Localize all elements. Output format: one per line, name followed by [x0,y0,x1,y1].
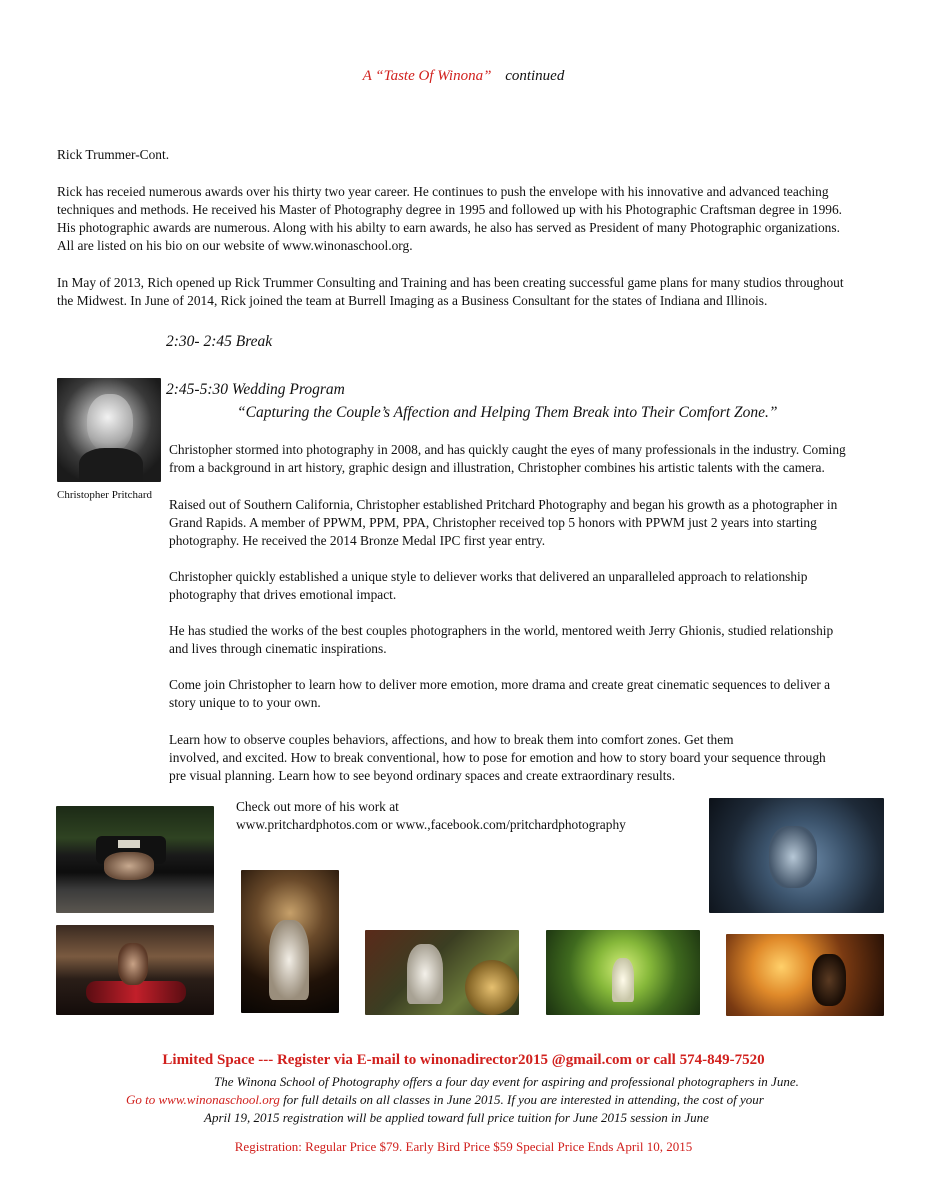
text-line: techniques and methods. He received his Master of Photography degree in 1995 and followed up with his Photographic Craftsman degree in 1996. [57,202,843,217]
text-line: Learn how to observe couples behaviors, affections, and how to break them into comfort zones. Get them [169,732,734,747]
footer-line-1: The Winona School of Photography offers a four day event for aspiring and professional photographers in June. [214,1074,799,1089]
gallery-photo-night-couple [241,870,339,1013]
register-callout: Limited Space --- Register via E-mail to winonadirector2015 @gmail.com or call 574-849-7520 [162,1052,765,1068]
footer-line-2 [126,1092,764,1108]
text-line: Come join Christopher to learn how to deliver more emotion, more drama and create great cinematic sequences to deliver a [169,677,831,692]
gallery-photo-brick-couple [365,930,519,1015]
rick-heading: Rick Trummer-Cont. [57,147,170,162]
text-line: from a background in art history, graphic design and illustration, Christopher combines his artistic talents with the camera. [169,460,825,475]
text-line: photography. He received the 2014 Bronze Medal IPC first year entry. [169,533,546,548]
text-line: Christopher stormed into photography in 2008, and has quickly caught the eyes of many professionals in the industry. Coming [169,442,846,457]
text-line: Grand Rapids. A member of PPWM, PPM, PPA, Christopher received top 5 honors with PPWM just 2 years into starting [169,515,817,530]
gallery-photo-couple-blue [709,798,884,913]
program-paragraph-1 [169,441,919,477]
program-subtitle: “Capturing the Couple’s Affection and Helping Them Break into Their Comfort Zone.” [237,404,778,421]
page-title [0,68,927,85]
text-line: His photographic awards are numerous. Along with his abilty to earn awards, he also has served as President of many Photographic organizations. [57,220,840,235]
text-line: pre visual planning. Learn how to see beyond ordinary spaces and create extraordinary results. [169,768,676,783]
program-paragraph-5 [169,676,919,712]
program-paragraph-2 [169,496,919,550]
rick-paragraph-1 [57,183,917,255]
break-time: 2:30- 2:45 Break [166,333,273,350]
gallery-photo-golden-light [726,934,884,1016]
text-line: story unique to to your own. [169,695,321,710]
footer-line-2-text: for full details on all classes in June 2015. If you are interested in attending, the cost of your [279,1092,764,1107]
title-continued: continued [505,68,565,84]
footer-line-3: April 19, 2015 registration will be applied toward full price tuition for June 2015 session in June [204,1110,709,1125]
text-line: photography that drives emotional impact. [169,587,397,602]
portfolio-links[interactable]: www.pritchardphotos.com or www.,facebook.com/pritchardphotography [236,817,626,832]
christopher-portrait-photo [57,378,161,482]
text-line: Christopher quickly established a unique style to deliever works that delivered an unparalleled approach to relationship [169,569,808,584]
rick-paragraph-2 [57,274,917,310]
text-line: Raised out of Southern California, Christopher established Pritchard Photography and began his growth as a photographer in [169,497,838,512]
text-line: Rick has receied numerous awards over his thirty two year career. He continues to push the envelope with his innovative and advanced teaching [57,184,829,199]
text-line: the Midwest. In June of 2014, Rick joined the team at Burrell Imaging as a Business Consultant for the states of Indiana and Illinois. [57,293,768,308]
text-line: He has studied the works of the best couples photographers in the world, mentored weith Jerry Ghionis, studied relationship [169,623,834,638]
text-line: involved, and excited. How to break conventional, how to pose for emotion and how to story board your sequence through [169,750,826,765]
registration-pricing: Registration: Regular Price $79. Early Bird Price $59 Special Price Ends April 10, 2015 [234,1139,693,1154]
gallery-photo-forest-couple [546,930,700,1015]
program-paragraph-4 [169,622,919,658]
work-links [236,798,696,834]
program-time-title: 2:45-5:30 Wedding Program [166,381,345,398]
website-link[interactable]: Go to www.winonaschool.org [126,1092,280,1107]
program-paragraph-6 [169,731,919,785]
portrait-caption: Christopher Pritchard [57,489,153,501]
text-line: In May of 2013, Rich opened up Rick Trummer Consulting and Training and has been creating successful game plans for many studios throughout [57,275,844,290]
text-line: and lives through cinematic inspirations. [169,641,387,656]
program-paragraph-3 [169,568,919,604]
gallery-photo-car-couple [56,806,214,913]
text-line: Check out more of his work at [236,799,399,814]
gallery-photo-motorcycle [56,925,214,1015]
text-line: All are listed on his bio on our website of www.winonaschool.org. [57,238,413,253]
title-highlight: A “Taste Of Winona” [362,68,492,84]
